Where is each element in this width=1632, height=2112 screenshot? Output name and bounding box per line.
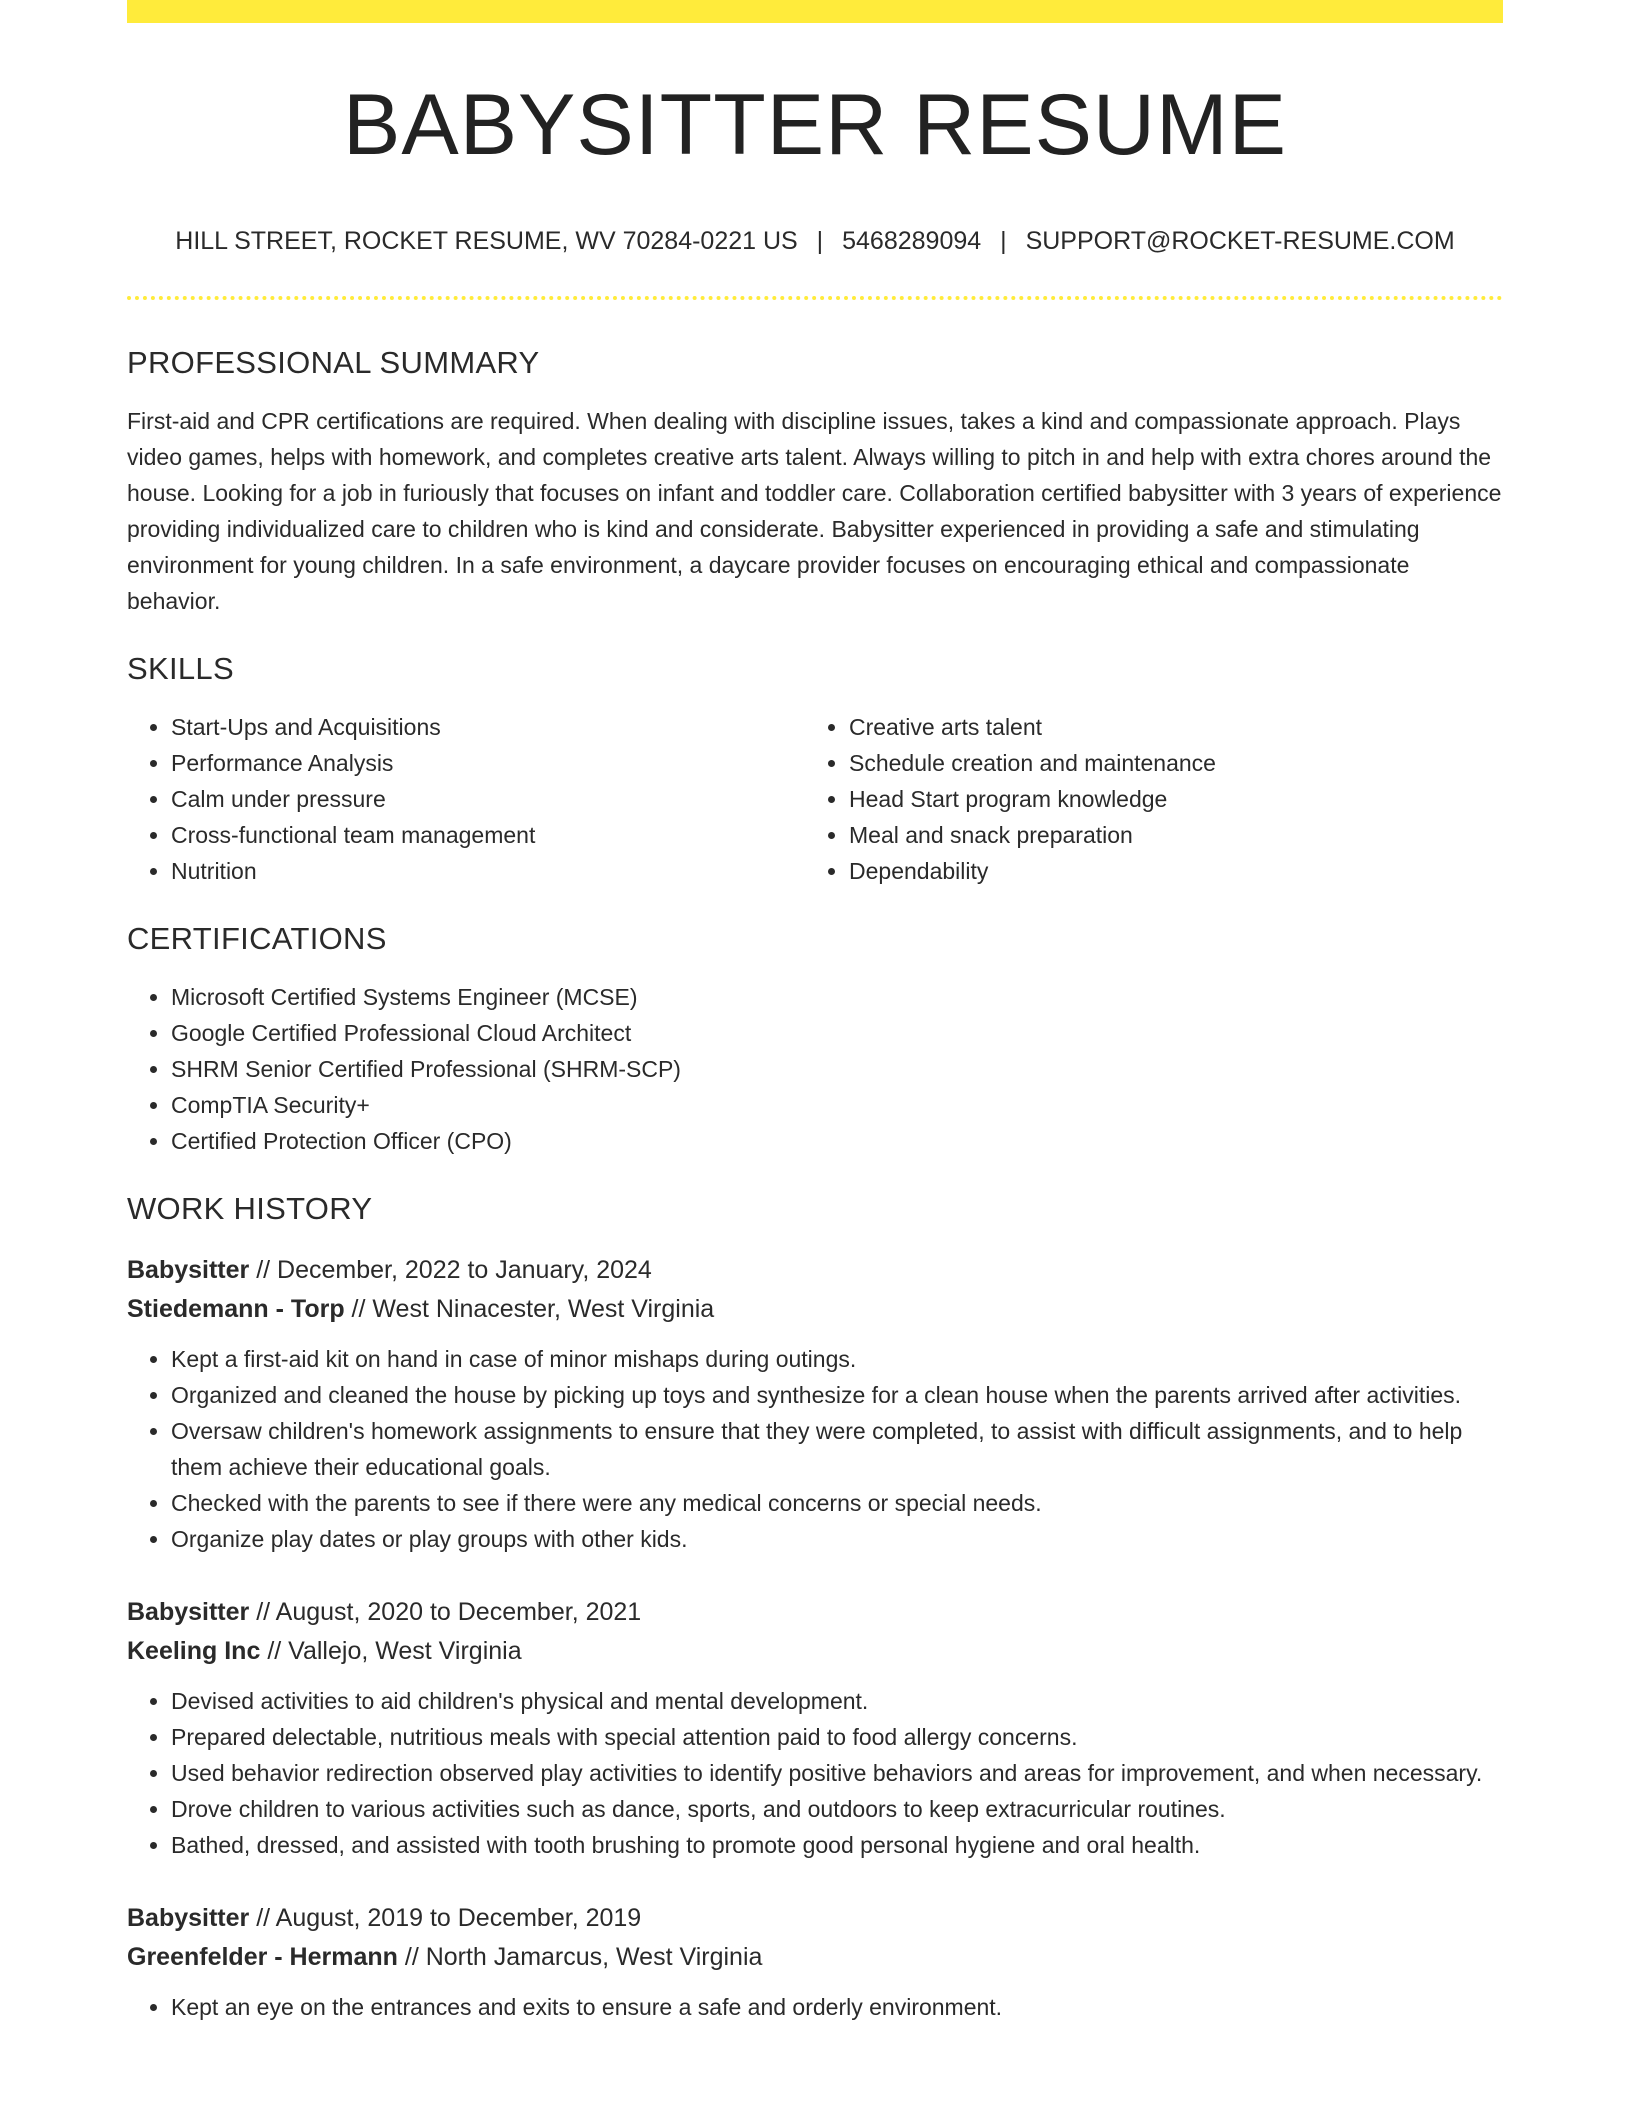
contact-address: HILL STREET, ROCKET RESUME, WV 70284-0221 US	[175, 227, 798, 256]
certifications-list	[127, 979, 1503, 1159]
skill-item: • Cross-functional team management	[171, 817, 805, 853]
job-bullet: • Checked with the parents to see if there were any medical concerns or special needs.	[171, 1485, 1503, 1521]
skill-item: • Nutrition	[171, 853, 805, 889]
job-bullet: • Kept an eye on the entrances and exits to ensure a safe and orderly environment.	[171, 1989, 1503, 2025]
job-title: Babysitter	[127, 1598, 250, 1627]
job-entry	[127, 1251, 1503, 1557]
job-title-line	[127, 1251, 1503, 1290]
job-employer-line	[127, 1290, 1503, 1329]
skills-section	[127, 651, 1503, 889]
certification-item: • SHRM Senior Certified Professional (SHRM-SCP)	[171, 1051, 1503, 1087]
skill-item: • Meal and snack preparation	[849, 817, 1483, 853]
job-title-line	[127, 1899, 1503, 1938]
job-entry	[127, 1593, 1503, 1863]
job-dates: // August, 2019 to December, 2019	[249, 1904, 642, 1933]
job-employer-line	[127, 1938, 1503, 1977]
contact-line	[127, 226, 1503, 256]
summary-heading: PROFESSIONAL SUMMARY	[127, 345, 540, 381]
job-employer: Keeling Inc	[127, 1637, 261, 1666]
job-title: Babysitter	[127, 1904, 250, 1933]
skill-item: • Start-Ups and Acquisitions	[171, 709, 805, 745]
job-bullet: • Bathed, dressed, and assisted with tooth brushing to promote good personal hygiene and oral health.	[171, 1827, 1503, 1863]
contact-email: SUPPORT@ROCKET-RESUME.COM	[1025, 227, 1455, 256]
job-bullet: • Devised activities to aid children's physical and mental development.	[171, 1683, 1503, 1719]
skill-item: • Schedule creation and maintenance	[849, 745, 1483, 781]
job-location: // Vallejo, West Virginia	[260, 1637, 522, 1666]
certification-item: • Microsoft Certified Systems Engineer (MCSE)	[171, 979, 1503, 1015]
job-entry	[127, 1899, 1503, 2025]
job-employer: Greenfelder - Hermann	[127, 1943, 398, 1972]
dotted-divider	[127, 296, 1503, 300]
job-bullet: • Drove children to various activities such as dance, sports, and outdoors to keep extracurricular routines.	[171, 1791, 1503, 1827]
skill-item: • Dependability	[849, 853, 1483, 889]
job-bullet: • Organized and cleaned the house by picking up toys and synthesize for a clean house when the parents arrived after activities.	[171, 1377, 1503, 1413]
skills-left-list	[127, 709, 805, 889]
job-bullet: • Prepared delectable, nutritious meals with special attention paid to food allergy concerns.	[171, 1719, 1503, 1755]
certifications-heading: CERTIFICATIONS	[127, 921, 387, 957]
job-title-line	[127, 1593, 1503, 1632]
skills-heading: SKILLS	[127, 651, 234, 687]
job-employer: Stiedemann - Torp	[127, 1295, 345, 1324]
job-location: // North Jamarcus, West Virginia	[397, 1943, 763, 1972]
skills-right-list	[805, 709, 1483, 889]
job-dates: // December, 2022 to January, 2024	[249, 1256, 652, 1285]
job-bullet: • Kept a first-aid kit on hand in case of minor mishaps during outings.	[171, 1341, 1503, 1377]
certification-item: • Google Certified Professional Cloud Architect	[171, 1015, 1503, 1051]
job-bullets	[127, 1989, 1503, 2025]
work-history-heading: WORK HISTORY	[127, 1191, 373, 1227]
contact-separator: |	[1000, 227, 1007, 256]
skill-item: • Calm under pressure	[171, 781, 805, 817]
job-bullet: • Oversaw children's homework assignments to ensure that they were completed, to assist with difficult assignments, and to help them achieve their educational goals.	[171, 1413, 1503, 1485]
job-bullet: • Used behavior redirection observed play activities to identify positive behaviors and areas for improvement, and when necessary.	[171, 1755, 1503, 1791]
job-employer-line	[127, 1632, 1503, 1671]
skill-item: • Performance Analysis	[171, 745, 805, 781]
resume-page	[127, 0, 1503, 2112]
job-bullets	[127, 1341, 1503, 1557]
contact-phone: 5468289094	[842, 227, 982, 256]
summary-section	[127, 345, 1503, 619]
skill-item: • Creative arts talent	[849, 709, 1483, 745]
accent-top-bar	[127, 0, 1503, 23]
job-title: Babysitter	[127, 1256, 250, 1285]
contact-separator: |	[816, 227, 824, 256]
job-location: // West Ninacester, West Virginia	[344, 1295, 715, 1324]
certifications-section	[127, 921, 1503, 1159]
certification-item: • CompTIA Security+	[171, 1087, 1503, 1123]
certification-item: • Certified Protection Officer (CPO)	[171, 1123, 1503, 1159]
skill-item: • Head Start program knowledge	[849, 781, 1483, 817]
work-history-section	[127, 1191, 1503, 2025]
skills-grid	[127, 709, 1503, 889]
job-bullets	[127, 1683, 1503, 1863]
job-dates: // August, 2020 to December, 2021	[249, 1598, 642, 1627]
job-bullet: • Organize play dates or play groups with other kids.	[171, 1521, 1503, 1557]
summary-text: First-aid and CPR certifications are required. When dealing with discipline issues, takes a kind and compassionate approach. Plays video games, helps with homework, and completes creative arts talent. Always willing to pitch in and help with extra chores around the house. Looking for a job in furiously that focuses on infant and toddler care. Collaboration certified babysitter with 3 years of experience providing individualized care to children who is kind and considerate. Babysitter experienced in providing a safe and stimulating environment for young children. In a safe environment, a daycare provider focuses on encouraging ethical and compassionate behavior.	[127, 408, 1502, 615]
resume-title: BABYSITTER RESUME	[342, 77, 1288, 173]
